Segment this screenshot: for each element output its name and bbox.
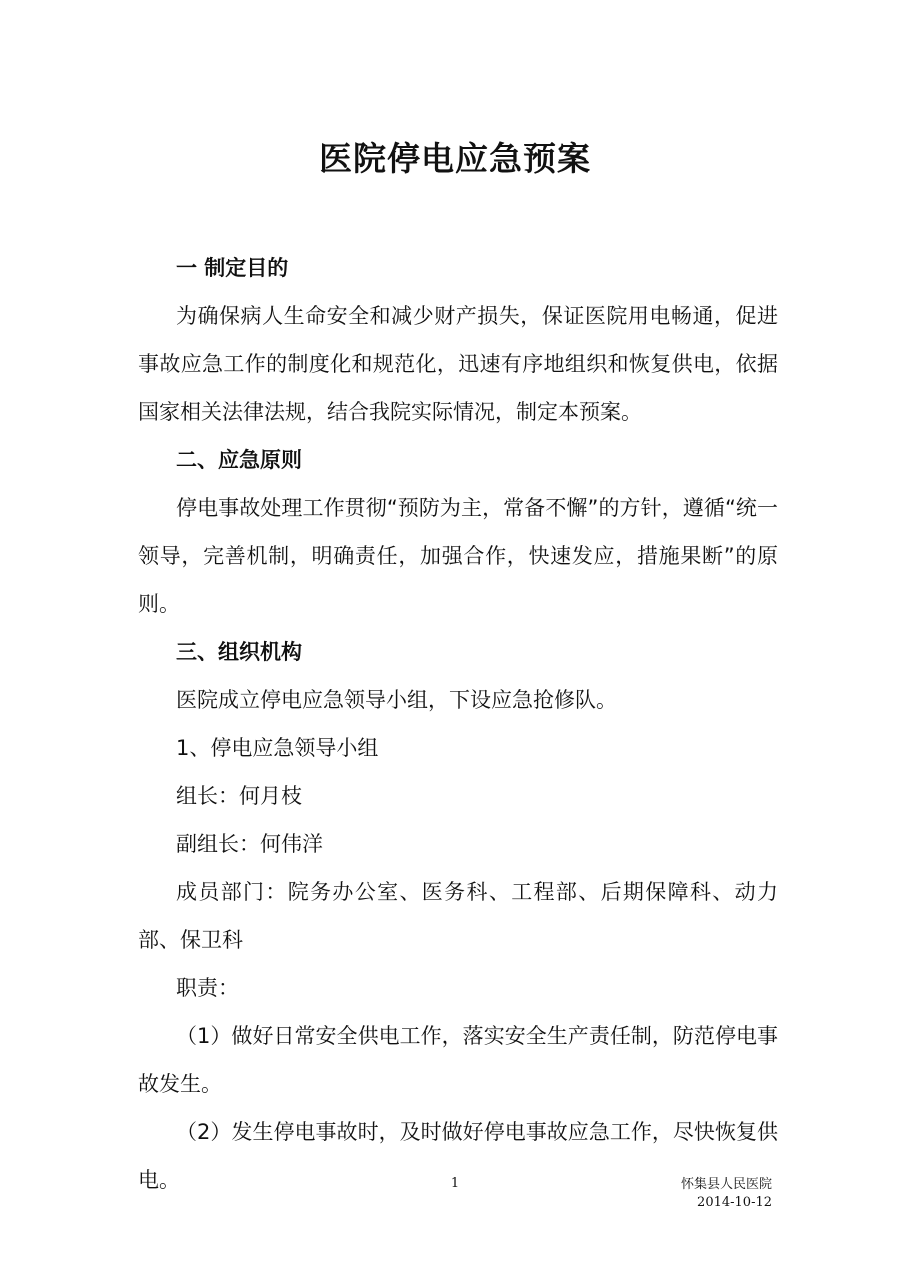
paragraph-purpose: 为确保病人生命安全和减少财产损失，保证医院用电畅通，促进事故应急工作的制度化和规范化，迅速有序地组织和恢复供电，依据国家相关法律法规，结合我院实际情况，制定本预案。 <box>138 304 778 424</box>
footer-organization: 怀集县人民医院 <box>680 1177 772 1192</box>
document-body <box>138 244 778 1204</box>
member-departments: 成员部门：院务办公室、医务科、工程部、后期保障科、动力部、保卫科 <box>138 880 778 952</box>
duties-label: 职责： <box>176 976 239 1000</box>
section-heading-organization: 三、组织机构 <box>176 640 302 664</box>
document-title: 医院停电应急预案 <box>319 139 591 178</box>
footer-date: 2014-10-12 <box>697 1195 772 1210</box>
duty-item-2: （2）发生停电事故时，及时做好停电事故应急工作，尽快恢复供电。 <box>138 1120 778 1192</box>
section-heading-purpose: 一 制定目的 <box>176 256 289 280</box>
paragraph-organization: 医院成立停电应急领导小组，下设应急抢修队。 <box>176 688 617 712</box>
deputy-group-leader: 副组长：何伟洋 <box>176 832 323 856</box>
subheading-leadership-group: 1、停电应急领导小组 <box>176 736 379 760</box>
footer-info <box>681 1176 772 1212</box>
duty-item-1: （1）做好日常安全供电工作，落实安全生产责任制，防范停电事故发生。 <box>138 1024 778 1096</box>
group-leader: 组长：何月枝 <box>176 784 302 808</box>
page-number: 1 <box>450 1176 460 1191</box>
paragraph-principles: 停电事故处理工作贯彻“预防为主，常备不懈”的方针，遵循“统一领导，完善机制，明确责任，加强合作，快速发应，措施果断”的原则。 <box>138 496 778 616</box>
section-heading-principles: 二、应急原则 <box>176 448 302 472</box>
